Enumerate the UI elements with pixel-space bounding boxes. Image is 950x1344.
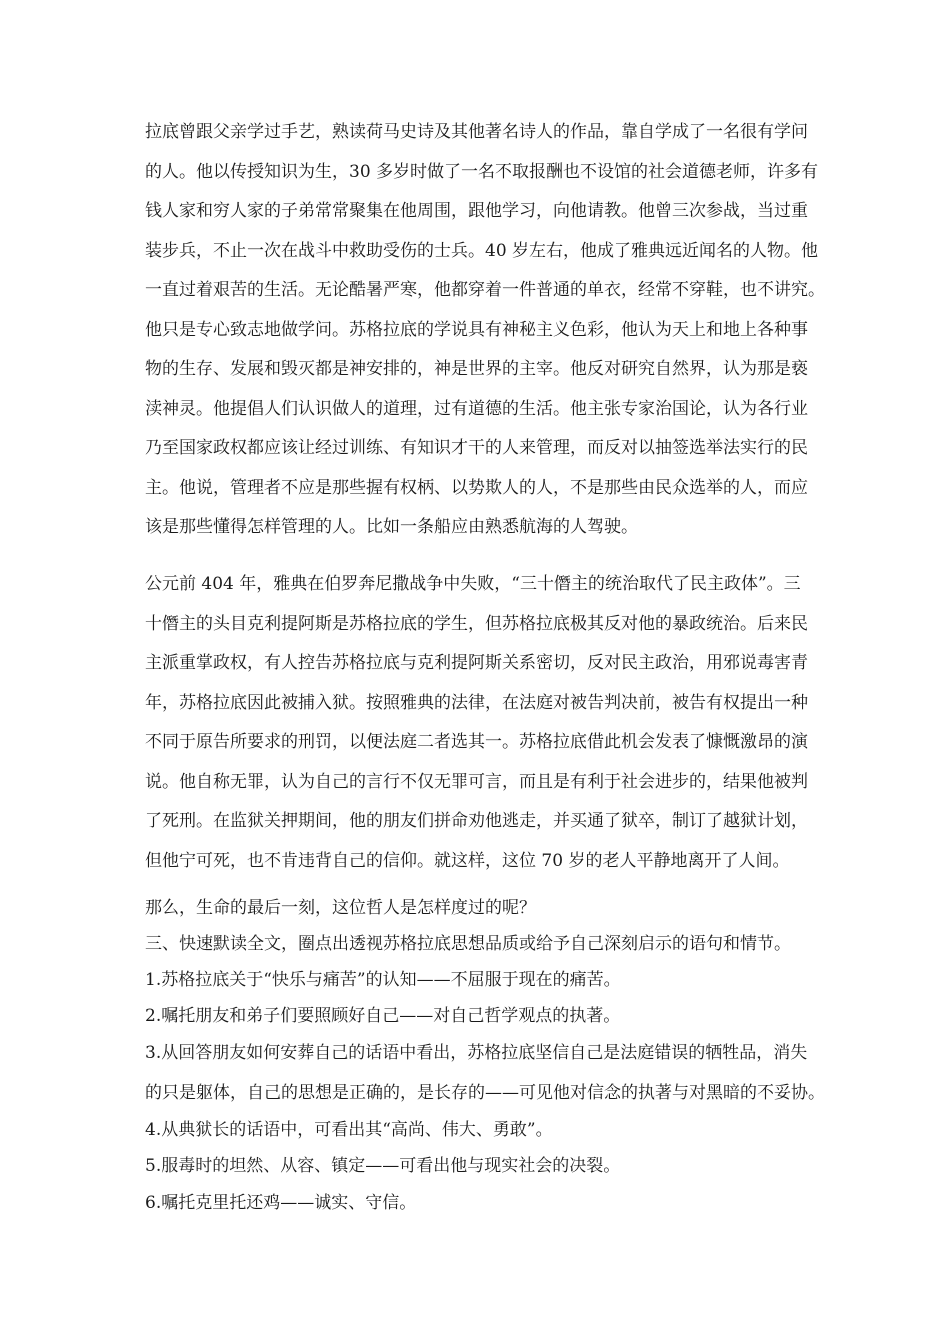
text-line: 公元前 404 年，雅典在伯罗奔尼撒战争中失败，“三十僭主的统治取代了民主政体”。三 [145,574,801,594]
list-item: 4.从典狱长的话语中，可看出其“高尚、伟大、勇敢”。 [145,1120,553,1140]
text-line: 装步兵，不止一次在战斗中救助受伤的士兵。40 岁左右，他成了雅典远近闻名的人物。他 [145,240,819,261]
text-line: 不同于原告所要求的刑罚，以便法庭二者选其一。苏格拉底借此机会发表了慷慨激昂的演 [145,732,808,752]
text-line: 但他宁可死，也不肯违背自己的信仰。就这样，这位 70 岁的老人平静地离开了人间。 [145,850,790,871]
text-line: 主。他说，管理者不应是那些握有权柄、以势欺人的人，不是那些由民众选举的人，而应 [145,477,808,498]
paragraph-socrates-life [145,120,825,540]
text-line: 年，苏格拉底因此被捕入狱。按照雅典的法律，在法庭对被告判决前，被告有权提出一种 [145,692,808,713]
text-line: 他只是专心致志地做学问。苏格拉底的学说具有神秘主义色彩，他认为天上和地上各种事 [145,319,808,340]
text-line: 钱人家和穷人家的子弟常常聚集在他周围，跟他学习，向他请教。他曾三次参战，当过重 [145,201,808,221]
section-3-heading: 三、快速默读全文，圈点出透视苏格拉底思想品质或给予自己深刻启示的语句和情节。 [145,934,791,954]
list-item: 1.苏格拉底关于“快乐与痛苦”的认知——不屈服于现在的痛苦。 [145,970,621,990]
text-line: 一直过着艰苦的生活。无论酷暑严寒，他都穿着一件普通的单衣，经常不穿鞋，也不讲究。 [145,280,825,300]
list-item: 3.从回答朋友如何安葬自己的话语中看出，苏格拉底坚信自己是法庭错误的牺牲品，消失 [145,1043,808,1063]
text-line: 说。他自称无罪，认为自己的言行不仅无罪可言，而且是有利于社会进步的，结果他被判 [145,771,808,792]
paragraph-socrates-trial [145,572,813,874]
text-line: 的人。他以传授知识为生，30 多岁时做了一名不取报酬也不设馆的社会道德老师，许多有 [145,161,819,182]
question-line: 那么，生命的最后一刻，这位哲人是怎样度过的呢？ [145,898,536,918]
list-item: 2.嘱托朋友和弟子们要照顾好自己——对自己哲学观点的执著。 [145,1006,621,1026]
list-item-continuation: 的只是躯体，自己的思想是正确的，是长存的——可见他对信念的执著与对黑暗的不妥协。 [145,1083,825,1103]
text-line: 乃至国家政权都应该让经过训练、有知识才干的人来管理，而反对以抽签选举法实行的民 [145,438,808,458]
text-line: 渎神灵。他提倡人们认识做人的道理，过有道德的生活。他主张专家治国论，认为各行业 [145,398,808,419]
text-line: 拉底曾跟父亲学过手艺，熟读荷马史诗及其他著名诗人的作品，靠自学成了一名很有学问 [145,122,808,142]
text-line: 主派重掌政权，有人控告苏格拉底与克利提阿斯关系密切，反对民主政治，用邪说毒害青 [145,653,808,673]
text-line: 该是那些懂得怎样管理的人。比如一条船应由熟悉航海的人驾驶。 [145,517,638,537]
text-line: 物的生存、发展和毁灭都是神安排的，神是世界的主宰。他反对研究自然界，认为那是亵 [145,359,808,379]
list-item: 5.服毒时的坦然、从容、镇定——可看出他与现实社会的决裂。 [145,1156,621,1176]
list-item: 6.嘱托克里托还鸡——诚实、守信。 [145,1193,417,1213]
text-line: 十僭主的头目克利提阿斯是苏格拉底的学生，但苏格拉底极其反对他的暴政统治。后来民 [145,613,808,634]
text-line: 了死刑。在监狱关押期间，他的朋友们拼命劝他逃走，并买通了狱卒，制订了越狱计划， [145,811,808,831]
